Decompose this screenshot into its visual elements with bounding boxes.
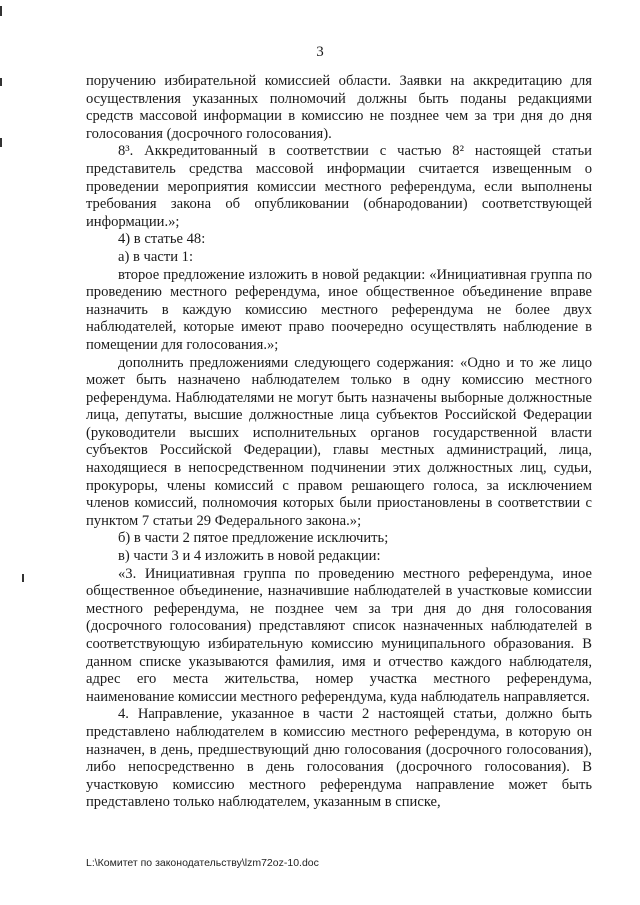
scan-edge-mark xyxy=(0,6,2,16)
scan-edge-mark xyxy=(0,78,2,86)
paragraph: «3. Инициативная группа по проведению местного референдума, иное общественное объединение, назначившие наблюдателей в участковые комиссии местного референдума, не позднее чем за три дня до дня голосования (досрочного голосования) представляют список назначенных наблюдателей в соответствующую избирательную комиссию муниципального образования. В данном списке указываются фамилия, имя и отчество каждого наблюдателя, адрес его места жительства, номер участка местного референдума, наименование комиссии местного референдума, куда наблюдатель направляется. xyxy=(86,565,592,705)
paragraph: 4. Направление, указанное в части 2 настоящей статьи, должно быть представлено наблюдателем в комиссию местного референдума, в которую он назначен, в день, предшествующий дню голосования (досрочного голосования), либо непосредственно в день голосования (досрочного голосования). В участковую комиссию местного референдума направление может быть представлено только наблюдателем, указанным в списке, xyxy=(86,706,592,811)
document-body xyxy=(86,73,592,812)
paragraph: б) в части 2 пятое предложение исключить; xyxy=(118,530,389,547)
page-number: 3 xyxy=(316,44,324,60)
paragraph: в) части 3 и 4 изложить в новой редакции: xyxy=(118,548,381,565)
paragraph: второе предложение изложить в новой редакции: «Инициативная группа по проведению местного референдума, иное общественное объединение вправе назначить в каждую комиссию местного референдума не более двух наблюдателей, которые имеют право поочередно осуществлять наблюдение в помещении для голосования.»; xyxy=(86,266,592,353)
paragraph: а) в части 1: xyxy=(118,248,194,265)
scan-edge-mark xyxy=(0,138,2,147)
footer-file-path: L:\Комитет по законодательству\lzm72oz-10.doc xyxy=(86,857,319,869)
paragraph: поручению избирательной комиссией области. Заявки на аккредитацию для осуществления указанных полномочий должны быть поданы редакциями средств массовой информации в комиссию не позднее чем за три дня до дня голосования (досрочного голосования). xyxy=(86,73,592,142)
paragraph: 8³. Аккредитованный в соответствии с частью 8² настоящей статьи представитель средства массовой информации считается извещенным о проведении мероприятия комиссии местного референдума, если выполнены требования закона об опубликовании (обнародовании) соответствующей информации.»; xyxy=(86,143,592,230)
paragraph: 4) в статье 48: xyxy=(118,231,206,248)
scan-edge-mark xyxy=(22,574,24,582)
paragraph: дополнить предложениями следующего содержания: «Одно и то же лицо может быть назначено наблюдателем только в одну комиссию местного референдума. Наблюдателями не могут быть назначены выборные должностные лица, депутаты, высшие должностные лица субъектов Российской Федерации (руководители высших исполнительных органов государственной власти субъектов Российской Федерации), главы местных администраций, лица, находящиеся в непосредственном подчинении этих должностных лиц, судьи, прокуроры, члены комиссий с правом решающего голоса, за исключением членов комиссий, полномочия которых были приостановлены в соответствии с пунктом 7 статьи 29 Федерального закона.»; xyxy=(86,354,592,529)
